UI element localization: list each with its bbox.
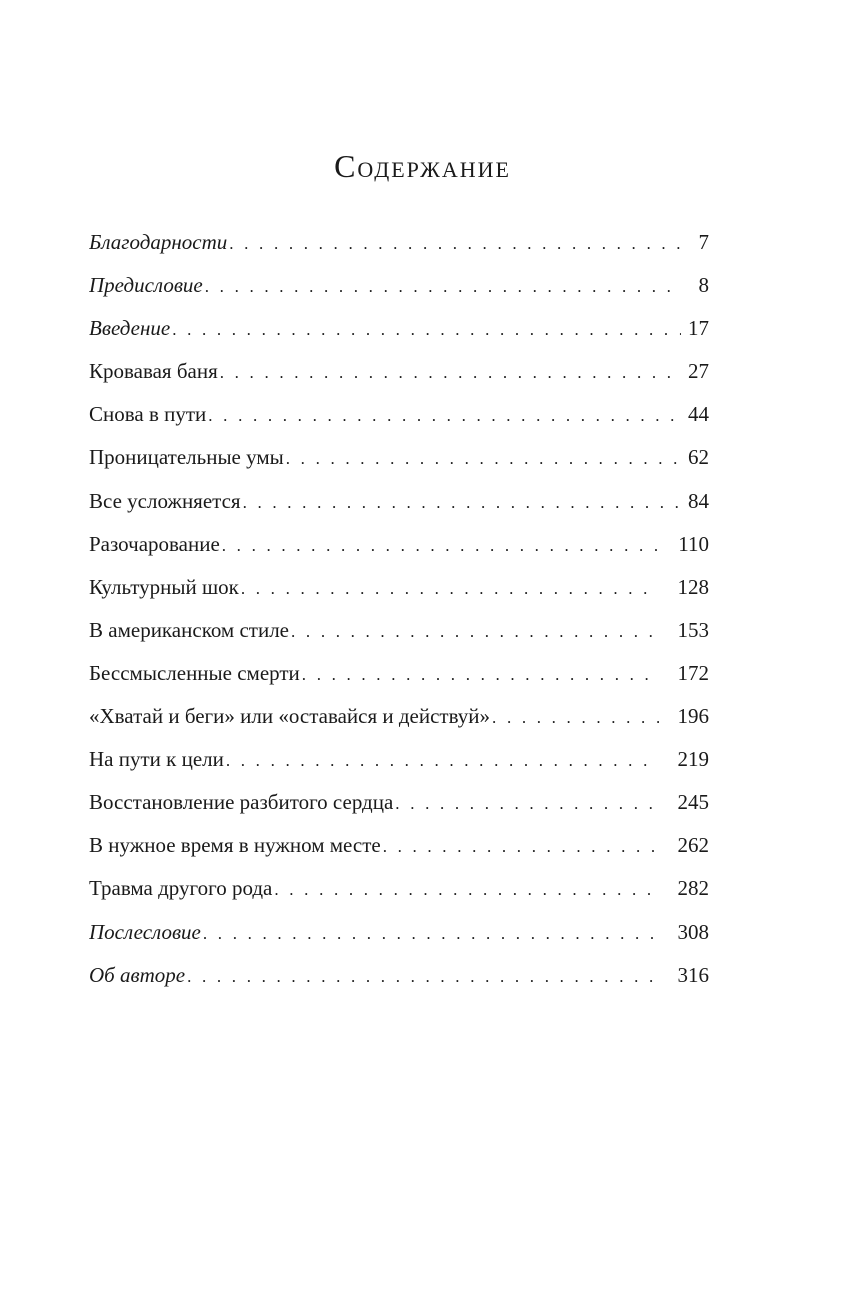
toc-entry-title: Введение xyxy=(89,316,171,341)
toc-entry xyxy=(89,695,709,738)
dot-leader xyxy=(243,481,681,523)
toc-entry-title: Кровавая баня xyxy=(89,359,218,384)
toc-entry-title: Разочарование xyxy=(89,531,220,556)
dot-leader xyxy=(302,653,659,695)
toc-entry-page: 196 xyxy=(677,704,709,729)
toc-entry xyxy=(89,738,709,781)
toc-entry xyxy=(89,824,709,867)
toc-entry-title: Послесловие xyxy=(89,919,201,944)
toc-entry-title: Восстановление разбитого сердца xyxy=(89,790,394,815)
dot-leader xyxy=(208,394,681,436)
dot-leader xyxy=(226,739,659,781)
toc-entry-page: 27 xyxy=(688,359,709,384)
toc-entry-title: Культурный шок xyxy=(89,574,239,599)
toc-entry-title: Снова в пути xyxy=(89,402,207,427)
toc-entry-page: 308 xyxy=(677,919,709,944)
toc-entry-page: 282 xyxy=(677,876,709,901)
toc-entry-page: 8 xyxy=(698,273,709,298)
toc-entry xyxy=(89,523,709,566)
toc-entry-title: Проницательные умы xyxy=(89,445,284,470)
toc-entry-page: 262 xyxy=(677,833,709,858)
toc-entry xyxy=(89,307,709,350)
toc-entry-title: На пути к цели xyxy=(89,747,224,772)
dot-leader xyxy=(229,222,681,264)
toc-entry-title: Предисловие xyxy=(89,273,203,298)
dot-leader xyxy=(286,437,681,479)
toc-entry xyxy=(89,350,709,393)
toc-entry xyxy=(89,867,709,910)
toc-entry-page: 62 xyxy=(688,445,709,470)
page-title: Содержание xyxy=(334,148,511,184)
dot-leader xyxy=(395,782,659,824)
toc-entry xyxy=(89,393,709,436)
toc-entry-page: 128 xyxy=(677,574,709,599)
toc-entry-title: Травма другого рода xyxy=(89,876,273,901)
toc-entry xyxy=(89,480,709,523)
toc-entry xyxy=(89,954,709,997)
toc-entry-title: «Хватай и беги» или «оставайся и действуй» xyxy=(89,704,491,729)
dot-leader xyxy=(172,308,681,350)
toc-entry-title: Все усложняется xyxy=(89,488,241,513)
dot-leader xyxy=(492,696,659,738)
dot-leader xyxy=(222,524,659,566)
table-of-contents xyxy=(89,221,709,997)
toc-entry-page: 172 xyxy=(677,660,709,685)
toc-entry-title: Благодарности xyxy=(89,230,228,254)
dot-leader xyxy=(274,868,659,910)
dot-leader xyxy=(291,610,659,652)
dot-leader xyxy=(383,825,659,867)
toc-entry-title: Об авторе xyxy=(89,962,186,987)
toc-entry-page: 153 xyxy=(677,617,709,642)
toc-entry xyxy=(89,911,709,954)
dot-leader xyxy=(241,567,659,609)
toc-entry xyxy=(89,264,709,307)
dot-leader xyxy=(203,912,659,954)
toc-entry-page: 316 xyxy=(677,962,709,987)
dot-leader xyxy=(187,955,659,997)
toc-entry-title: В американском стиле xyxy=(89,617,290,642)
toc-entry-page: 84 xyxy=(688,488,709,513)
toc-entry-page: 219 xyxy=(677,747,709,772)
toc-entry xyxy=(89,221,709,264)
toc-entry xyxy=(89,566,709,609)
toc-entry xyxy=(89,609,709,652)
toc-entry-page: 17 xyxy=(688,316,709,341)
toc-entry-page: 245 xyxy=(677,790,709,815)
toc-entry-page: 7 xyxy=(698,230,709,254)
toc-entry xyxy=(89,781,709,824)
dot-leader xyxy=(220,351,681,393)
toc-entry-page: 44 xyxy=(688,402,709,427)
toc-entry-page: 110 xyxy=(678,531,709,556)
toc-entry-title: Бессмысленные смерти xyxy=(89,660,300,685)
toc-entry xyxy=(89,436,709,479)
dot-leader xyxy=(205,265,681,307)
toc-entry-title: В нужное время в нужном месте xyxy=(89,833,381,858)
toc-entry xyxy=(89,652,709,695)
